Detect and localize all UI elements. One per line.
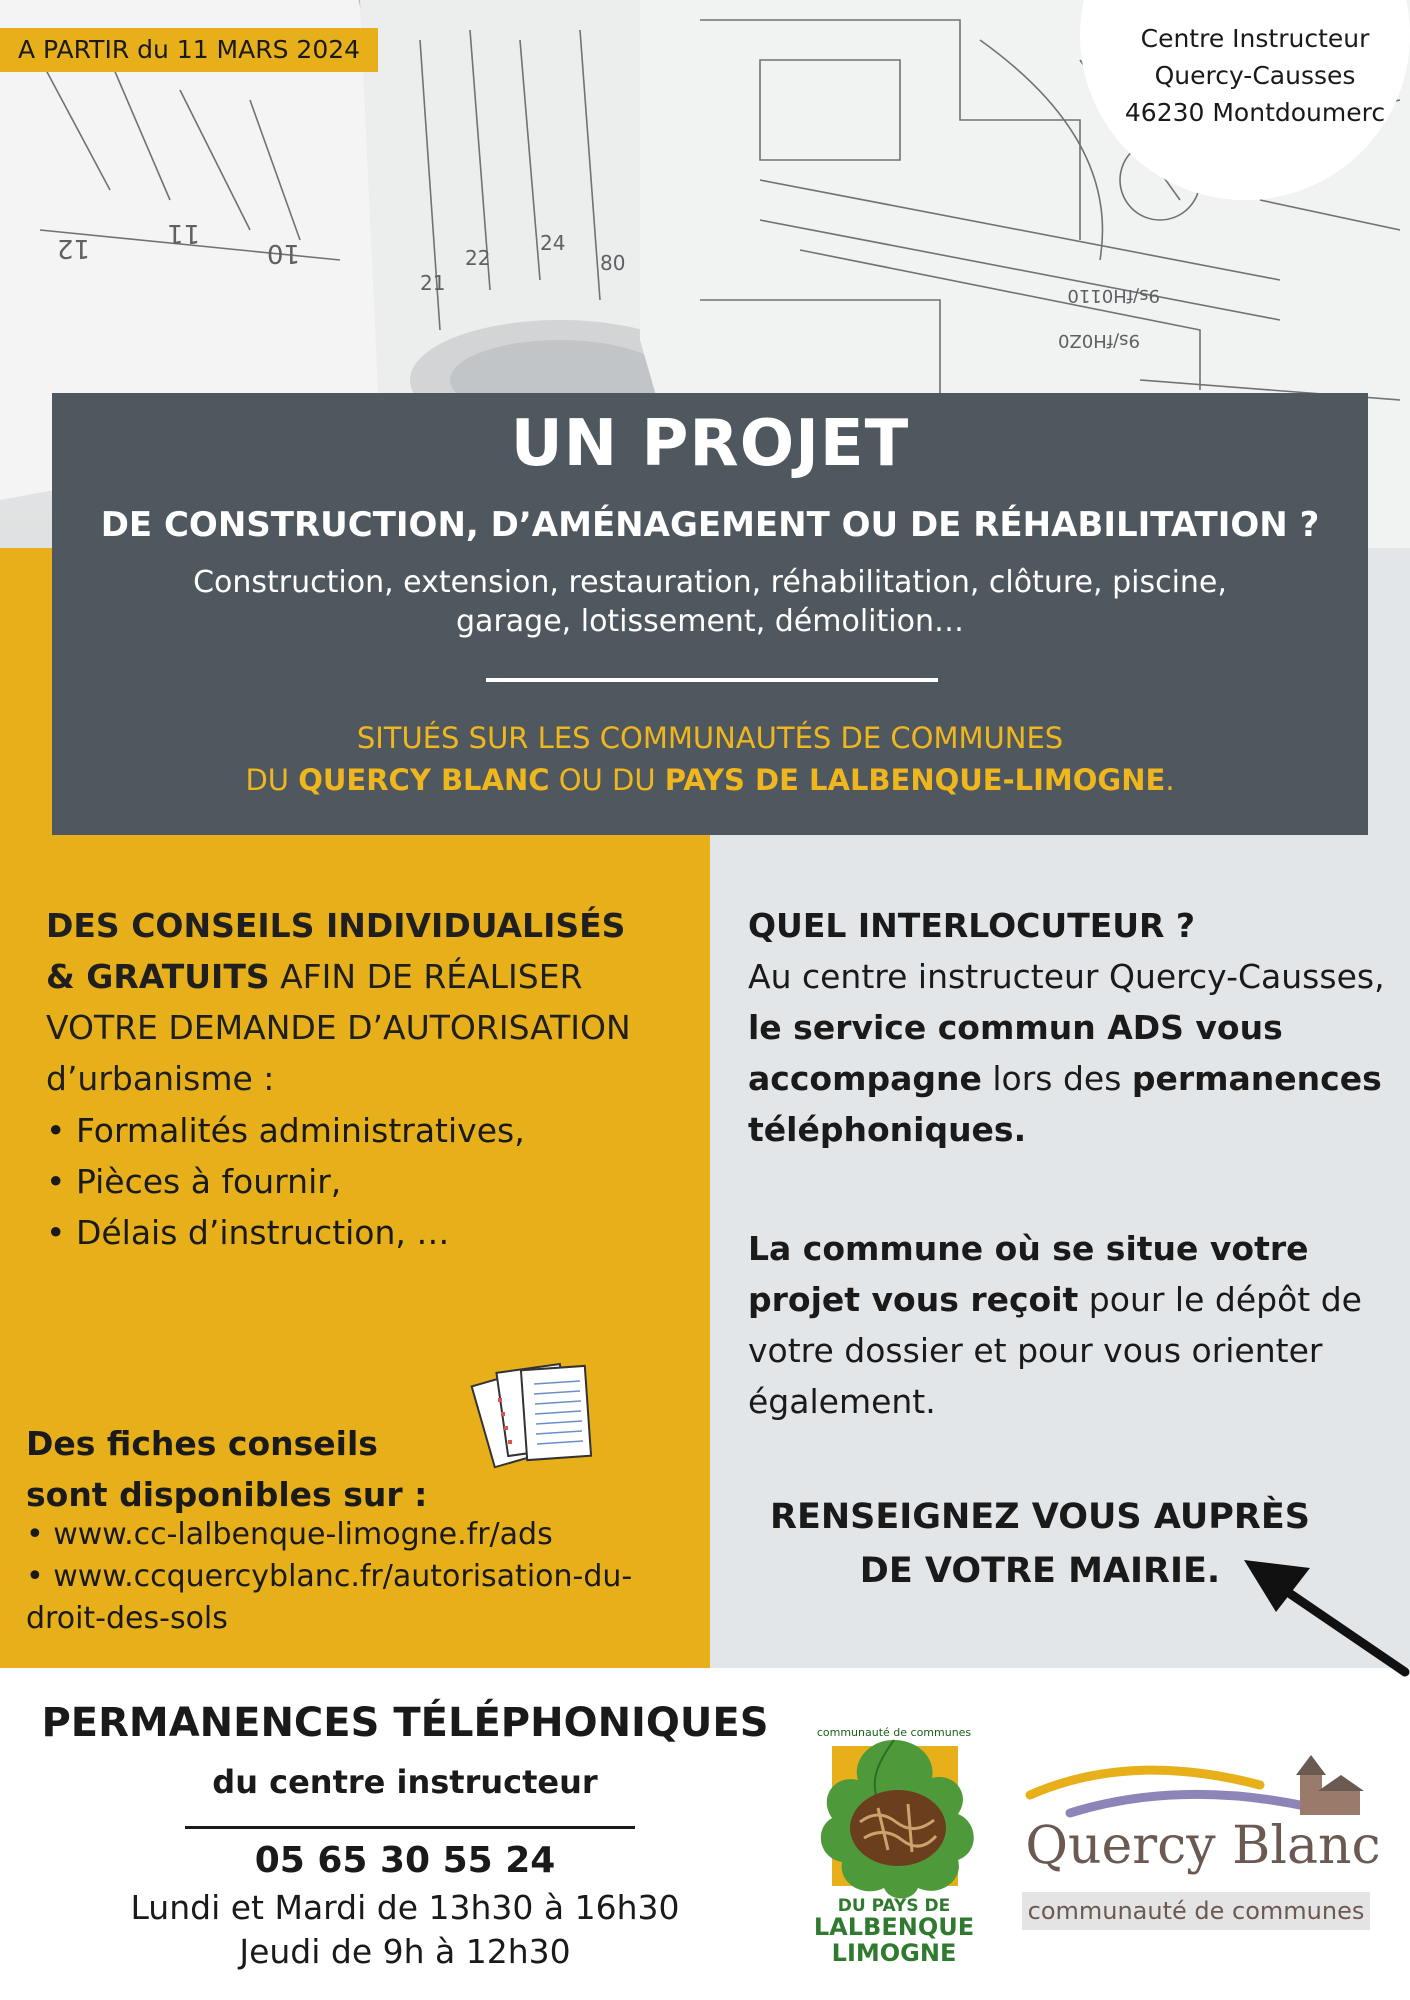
page-title: UN PROJET xyxy=(510,407,910,481)
permanences-title: PERMANENCES TÉLÉPHONIQUES xyxy=(41,1700,769,1746)
hours-line: Jeudi de 9h à 12h30 xyxy=(239,1932,571,1971)
blueprint-label: 24 xyxy=(540,231,566,255)
commune-line xyxy=(748,1274,1388,1325)
interlocuteur-line xyxy=(748,1053,1388,1104)
interlocuteur-bold: permanences xyxy=(1131,1059,1382,1098)
hours-line: Lundi et Mardi de 13h30 à 16h30 xyxy=(130,1888,680,1927)
quercy-blanc-logo-caption: communauté de communes xyxy=(1022,1892,1370,1930)
lalbenque-logo-text: LIMOGNE xyxy=(831,1939,957,1967)
renseignez-line: RENSEIGNEZ VOUS AUPRÈS xyxy=(770,1497,1310,1537)
location-line-1: SITUÉS SUR LES COMMUNAUTÉS DE COMMUNES xyxy=(356,721,1064,755)
conseils-heading: & GRATUITS xyxy=(46,957,270,996)
phone-number[interactable]: 05 65 30 55 24 xyxy=(254,1840,556,1881)
interlocuteur-bold: accompagne xyxy=(748,1059,982,1098)
location-text: DU xyxy=(245,763,299,797)
conseils-text: AFIN DE RÉALISER xyxy=(269,957,583,996)
documents-icon xyxy=(468,1354,608,1484)
lalbenque-logo-caption: communauté de communes xyxy=(816,1726,972,1739)
divider xyxy=(185,1826,635,1829)
list-item: • Pièces à fournir, xyxy=(46,1162,342,1201)
fiches-heading xyxy=(26,1418,446,1520)
quercy-blanc-logo-name: Quercy Blanc xyxy=(1025,1816,1381,1876)
link-lalbenque-ads[interactable]: • www.cc-lalbenque-limogne.fr/ads xyxy=(26,1517,553,1552)
interlocuteur-block xyxy=(748,900,1388,1155)
blueprint-label: 11 xyxy=(166,218,200,248)
divider xyxy=(486,678,938,682)
conseils-line xyxy=(46,951,686,1002)
fiches-heading-line: sont disponibles sur : xyxy=(26,1475,428,1514)
page-subtitle: DE CONSTRUCTION, D’AMÉNAGEMENT OU DE RÉHABILITATION ? xyxy=(100,505,1320,545)
lalbenque-logo-text: LALBENQUE xyxy=(813,1913,975,1941)
list-item: • Formalités administratives, xyxy=(46,1111,525,1150)
title-box xyxy=(52,393,1368,835)
blueprint-label: 80 xyxy=(600,251,626,275)
interlocuteur-line: téléphoniques. xyxy=(748,1110,1027,1149)
commune-line: également. xyxy=(748,1382,936,1421)
list-item: • Délais d’instruction, … xyxy=(46,1213,450,1252)
blueprint-label: 10 xyxy=(266,238,300,268)
conseils-heading: DES CONSEILS INDIVIDUALISÉS xyxy=(46,906,626,945)
blueprint-label: 22 xyxy=(465,246,491,270)
arrow-icon xyxy=(1230,1550,1410,1680)
date-tag: A PARTIR du 11 MARS 2024 xyxy=(0,28,378,72)
commune-line: La commune où se situe votre xyxy=(748,1229,1309,1268)
project-types-line: Construction, extension, restauration, réhabilitation, clôture, piscine, xyxy=(193,565,1227,600)
commune-line: votre dossier et pour vous orienter xyxy=(748,1331,1323,1370)
conseils-line: d’urbanisme : xyxy=(46,1059,275,1098)
fiches-heading-line: Des fiches conseils xyxy=(26,1424,378,1463)
conseils-block xyxy=(46,900,686,1104)
interlocuteur-line: Au centre instructeur Quercy-Causses, xyxy=(748,957,1385,996)
blueprint-label: 9s/fH0Z0 xyxy=(1057,330,1140,351)
address-line: Centre Instructeur xyxy=(1140,24,1370,53)
location-text: . xyxy=(1165,763,1175,797)
project-types-line: garage, lotissement, démolition… xyxy=(456,604,964,639)
blueprint-label: 21 xyxy=(420,271,446,295)
conseils-line: VOTRE DEMANDE D’AUTORISATION xyxy=(46,1008,631,1047)
commune-block xyxy=(748,1223,1388,1427)
location-quercy-blanc: QUERCY BLANC xyxy=(298,763,550,797)
location-text: OU DU xyxy=(549,763,665,797)
conseils-list xyxy=(46,1105,686,1258)
link-quercyblanc-ads[interactable]: • www.ccquercyblanc.fr/autorisation-du- xyxy=(26,1559,633,1594)
address-line: 46230 Montdoumerc xyxy=(1124,98,1386,127)
link-quercyblanc-ads-cont[interactable]: droit-des-sols xyxy=(26,1601,228,1636)
commune-bold: projet vous reçoit xyxy=(748,1280,1079,1319)
blueprint-label: 12 xyxy=(56,233,90,263)
permanences-subtitle: du centre instructeur xyxy=(212,1763,598,1801)
interlocuteur-line: le service commun ADS vous xyxy=(748,1008,1283,1047)
fiches-links xyxy=(26,1514,686,1640)
blueprint-label: 9s/fH0110 xyxy=(1067,285,1160,306)
interlocuteur-heading: QUEL INTERLOCUTEUR ? xyxy=(748,906,1196,945)
address-line: Quercy-Causses xyxy=(1154,61,1356,90)
location-lalbenque-limogne: PAYS DE LALBENQUE-LIMOGNE xyxy=(664,763,1166,797)
renseignez-line: DE VOTRE MAIRIE. xyxy=(859,1551,1221,1591)
commune-text: pour le dépôt de xyxy=(1078,1280,1362,1319)
lalbenque-logo-text: DU PAYS DE xyxy=(837,1896,951,1916)
location-line-2 xyxy=(52,763,1368,797)
interlocuteur-text: lors des xyxy=(981,1059,1132,1098)
address-block xyxy=(1100,20,1410,131)
project-types xyxy=(172,563,1248,641)
